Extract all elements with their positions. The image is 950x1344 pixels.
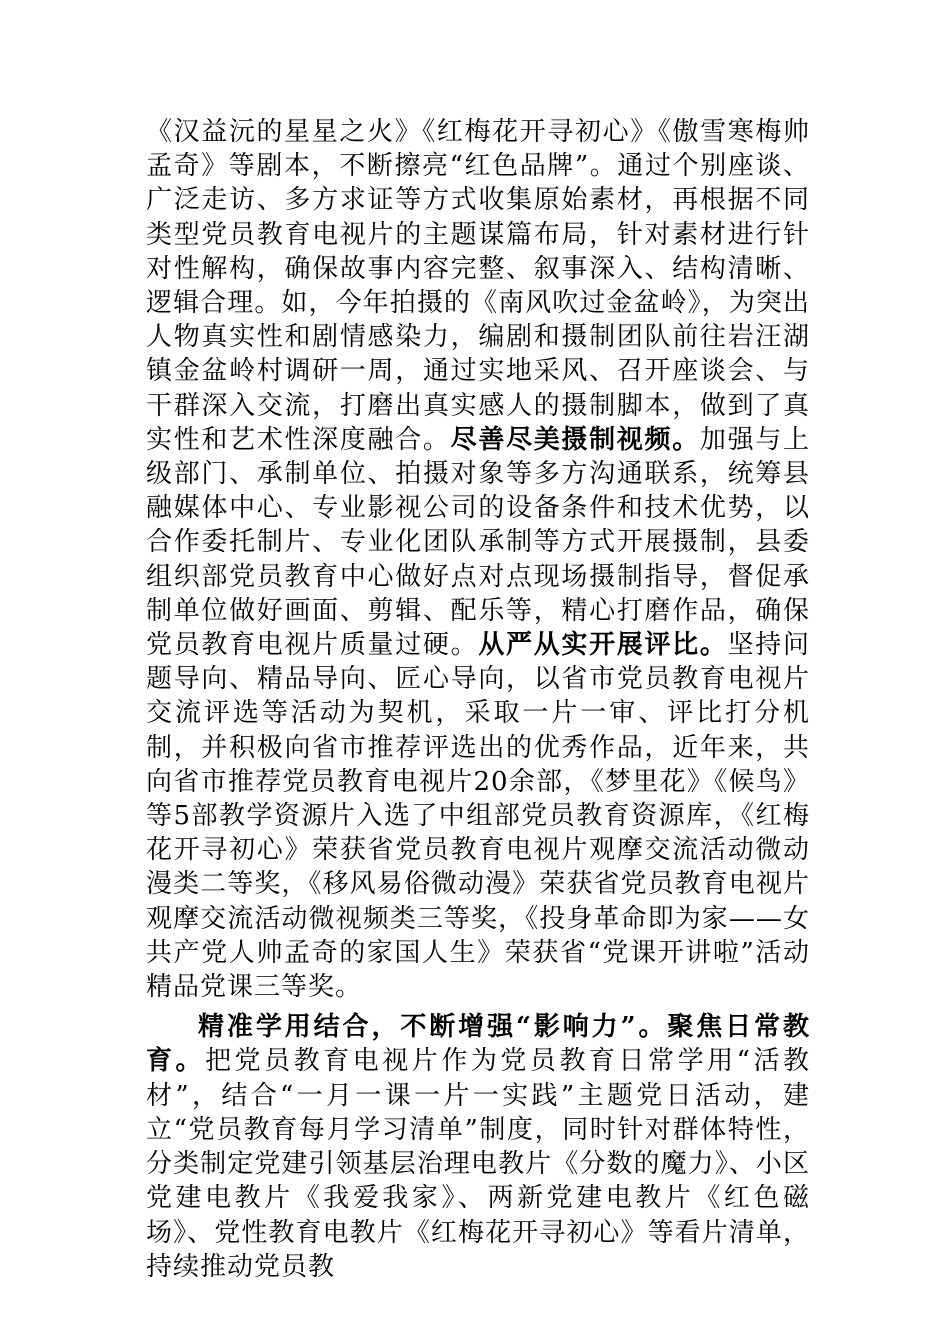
heading-video-production: 尽善尽美摄制视频。 <box>450 424 700 455</box>
paragraph-2-text: 把党员教育电视片作为党员教育日常学用“活教材”，结合“一月一课一片一实践”主题党日活动，建立“党员教育每月学习清单”制度，同时针对群体特性，分类制定党建引领基层治理电教片《分数的魔力》、小区党建电教片《我爱我家》、两新党建电教片《红色磁场》、党性教育电教片《红梅花开寻初心》等看片清单，持续推动党员教 <box>146 1046 810 1282</box>
paragraph-2 <box>146 1010 810 1284</box>
paragraph-1-text-2: 加强与上级部门、承制单位、拍摄对象等多方沟通联系，统筹县融媒体中心、专业影视公司的设备条件和技术优势，以合作委托制片、专业化团队承制等方式开展摄制，县委组织部党员教育中心做好点对点现场摄制指导，督促承制单位做好画面、剪辑、配乐等，精心打磨作品，确保党员教育电视片质量过硬。 <box>146 424 810 661</box>
heading-evaluation: 从严从实开展评比。 <box>478 630 728 661</box>
paragraph-1 <box>146 115 810 1004</box>
heading-study-application: 精准学用结合，不断增强“影响力”。聚焦日常教育。 <box>146 1012 810 1077</box>
paragraph-1-text-1: 《汉益沅的星星之火》《红梅花开寻初心》《傲雪寒梅帅孟奇》等剧本，不断擦亮“红色品牌”。通过个别座谈、广泛走访、多方求证等方式收集原始素材，再根据不同类型党员教育电视片的主题谋篇布局，针对素材进行针对性解构，确保故事内容完整、叙事深入、结构清晰、逻辑合理。如，今年拍摄的《南风吹过金盆岭》，为突出人物真实性和剧情感染力，编剧和摄制团队前往岩汪湖镇金盆岭村调研一周，通过实地采风、召开座谈会、与干群深入交流，打磨出真实感人的摄制脚本，做到了真实性和艺术性深度融合。 <box>146 117 810 455</box>
paragraph-1-text-3: 坚持问题导向、精品导向、匠心导向，以省市党员教育电视片交流评选等活动为契机，采取一片一审、评比打分机制，并积极向省市推荐评选出的优秀作品，近年来，共向省市推荐党员教育电视片20余部，《梦里花》《候鸟》等5部教学资源片入选了中组部党员教育资源库，《红梅花开寻初心》荣获省党员教育电视片观摩交流活动微动漫类二等奖，《移风易俗微动漫》荣获省党员教育电视片观摩交流活动微视频类三等奖，《投身革命即为家——女共产党人帅孟奇的家国人生》荣获省“党课开讲啦”活动精品党课三等奖。 <box>146 630 810 1003</box>
document-body <box>146 115 810 1284</box>
